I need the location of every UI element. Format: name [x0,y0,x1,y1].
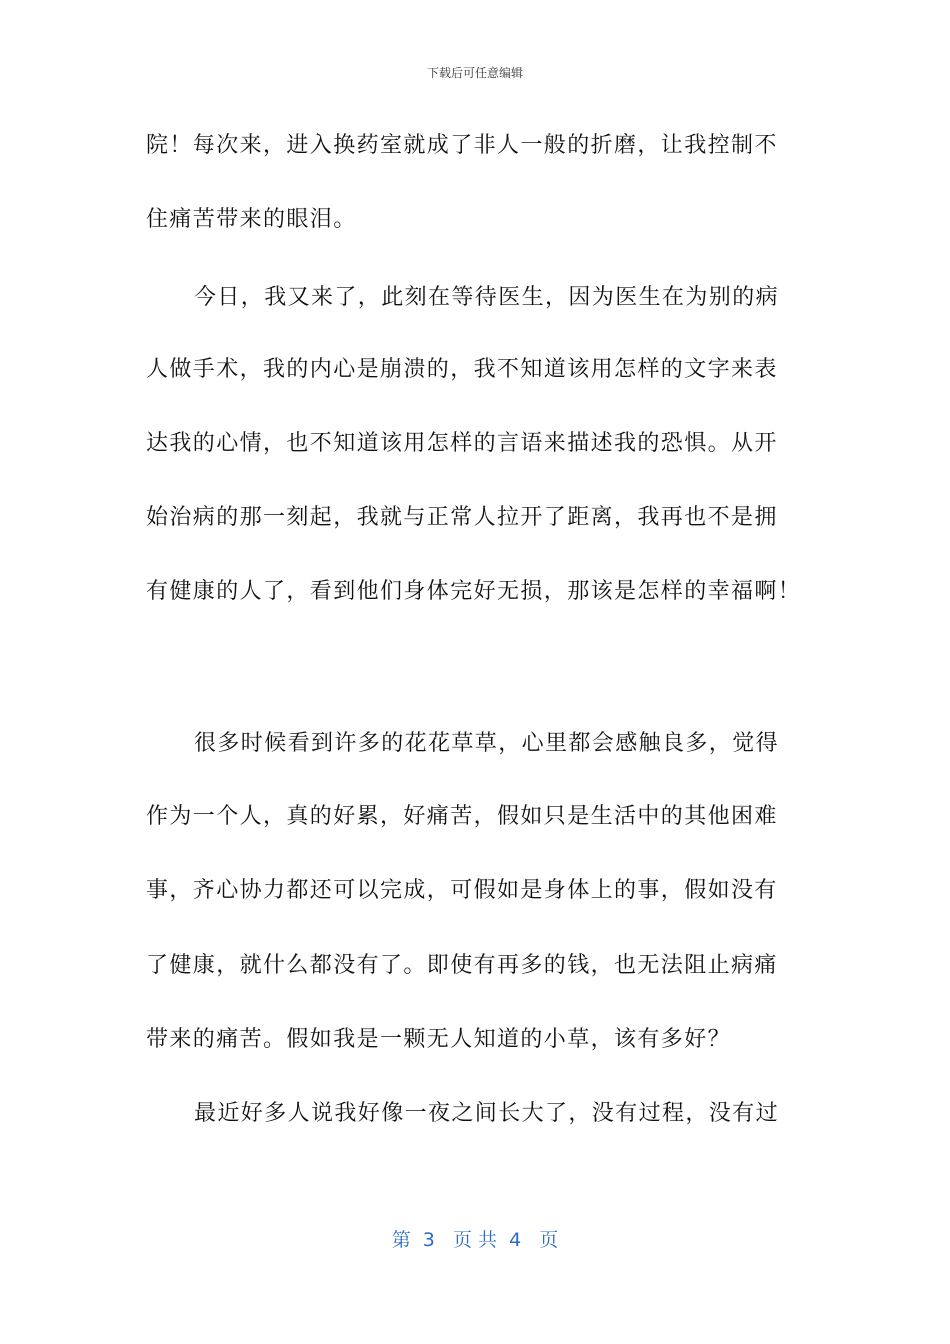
text-line: 始治病的那一刻起，我就与正常人拉开了距离，我再也不是拥 [146,505,778,530]
text-line: 事，齐心协力都还可以完成，可假如是身体上的事，假如没有 [146,878,778,903]
text-line: 住痛苦带来的眼泪。 [146,207,357,232]
page-header: 下载后可任意编辑 [426,66,523,80]
paragraph-start-line: 最近好多人说我好像一夜之间长大了，没有过程，没有过 [194,1101,780,1126]
page-footer: 第 3 页 共 4 页 [391,1229,559,1251]
text-line: 院！每次来，进入换药室就成了非人一般的折磨，让我控制不 [146,133,778,158]
text-line: 带来的痛苦。假如我是一颗无人知道的小草，该有多好？ [146,1027,732,1052]
paragraph-start-line: 今日，我又来了，此刻在等待医生，因为医生在为别的病 [194,285,780,310]
text-line: 人做手术，我的内心是崩溃的，我不知道该用怎样的文字来表 [146,357,778,382]
text-line: 作为一个人，真的好累，好痛苦，假如只是生活中的其他困难 [146,804,778,829]
text-line: 有健康的人了，看到他们身体完好无损，那该是怎样的幸福啊！ [146,579,802,604]
paragraph-start-line: 很多时候看到许多的花花草草，心里都会感触良多，觉得 [194,731,780,756]
text-line: 达我的心情，也不知道该用怎样的言语来描述我的恐惧。从开 [146,431,778,456]
text-line: 了健康，就什么都没有了。即使有再多的钱，也无法阻止病痛 [146,953,778,978]
